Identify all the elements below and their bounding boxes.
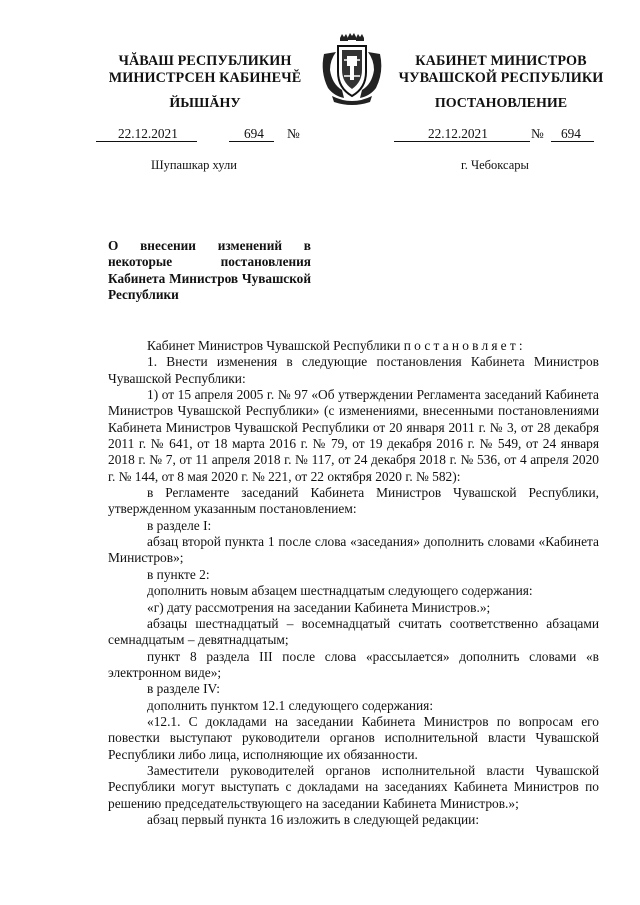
body-paragraph: дополнить пунктом 12.1 следующего содержания: [147, 697, 434, 713]
doc-type-chuvash: ЙЫШĂНУ [169, 96, 241, 111]
intro-decree-word: постановляет: [403, 338, 526, 353]
doc-type-russian: ПОСТАНОВЛЕНИЕ [434, 96, 568, 111]
issuer-russian-line2: ЧУВАШСКОЙ РЕСПУБЛИКИ [398, 70, 604, 86]
body-paragraph: абзац второй пункта 1 после слова «заседания» дополнить словами «Кабинета Министров»; [108, 534, 599, 566]
issuer-russian-line1: КАБИНЕТ МИНИСТРОВ [415, 53, 587, 69]
issuer-chuvash-line1: ЧĂВАШ РЕСПУБЛИКИН [118, 53, 292, 69]
right-date: 22.12.2021 [428, 126, 488, 141]
place-chuvash: Шупашкар хули [151, 158, 237, 172]
body-paragraph: пункт 8 раздела III после слова «рассылается» дополнить словами «в электронном виде»; [108, 648, 599, 680]
right-number-sign: № [531, 126, 544, 141]
body-paragraph: в пункте 2: [147, 566, 210, 582]
body-paragraph: «г) дату рассмотрения на заседании Кабинета Министров.»; [147, 599, 491, 615]
body-paragraph: в разделе I: [147, 517, 212, 533]
document-subject: О внесении изменений в некоторые постановления Кабинета Министров Чувашской Республики [108, 238, 311, 302]
body-paragraph: Заместители руководителей органов исполнительной власти Чувашской Республики могут выступать с докладами на заседаниях Кабинета Министров по решению председательствующего на заседании Кабинета Министров.»; [108, 762, 599, 811]
place-russian: г. Чебоксары [461, 158, 529, 172]
body-paragraph: 1) от 15 апреля 2005 г. № 97 «Об утверждении Регламента заседаний Кабинета Министров Чувашской Республики» (с изменениями, внесенными постановлениями Кабинета Министров Чувашской Республики от 20 января 2011 г. № 3, от 28 декабря 2011 г. № 641, от 18 марта 2016 г. № 79, от 19 декабря 2016 г. № 549, от 24 января 2018 г. № 7, от 11 апреля 2018 г. № 117, от 24 декабря 2018 г. № 536, от 4 апреля 2020 г. № 144, от 8 мая 2020 г. № 221, от 22 октября 2020 г. № 582): [108, 387, 599, 484]
intro-prefix: Кабинет Министров Чувашской Республики [147, 338, 401, 353]
body-paragraph: абзацы шестнадцатый – восемнадцатый считать соответственно абзацами семнадцатым – девятнадцатым; [108, 615, 599, 648]
body-paragraph: дополнить новым абзацем шестнадцатым следующего содержания: [147, 583, 533, 599]
body-paragraph: абзац первый пункта 16 изложить в следующей редакции: [147, 811, 480, 827]
intro-paragraph [108, 338, 599, 354]
body-paragraph: 1. Внести изменения в следующие постановления Кабинета Министров Чувашской Республики: [108, 354, 599, 386]
document-body [108, 338, 599, 828]
issuer-chuvash-line2: МИНИСТРСЕН КАБИНЕЧĔ [108, 70, 302, 86]
right-number: 694 [561, 126, 581, 141]
body-paragraph: «12.1. С докладами на заседании Кабинета Министров по вопросам его повестки выступают руководители органов исполнительной власти Чувашской Республики либо лица, исполняющие их обязанности. [108, 713, 599, 762]
left-number-sign: № [287, 126, 300, 141]
body-paragraph: в разделе IV: [147, 681, 220, 697]
left-date: 22.12.2021 [118, 126, 178, 141]
body-paragraph: в Регламенте заседаний Кабинета Министров Чувашской Республики, утвержденном указанным постановлением: [108, 485, 599, 517]
left-number: 694 [244, 126, 264, 141]
issuer-chuvash [96, 53, 314, 87]
issuer-russian [386, 53, 616, 87]
chuvash-coat-of-arms-emblem [318, 32, 386, 106]
